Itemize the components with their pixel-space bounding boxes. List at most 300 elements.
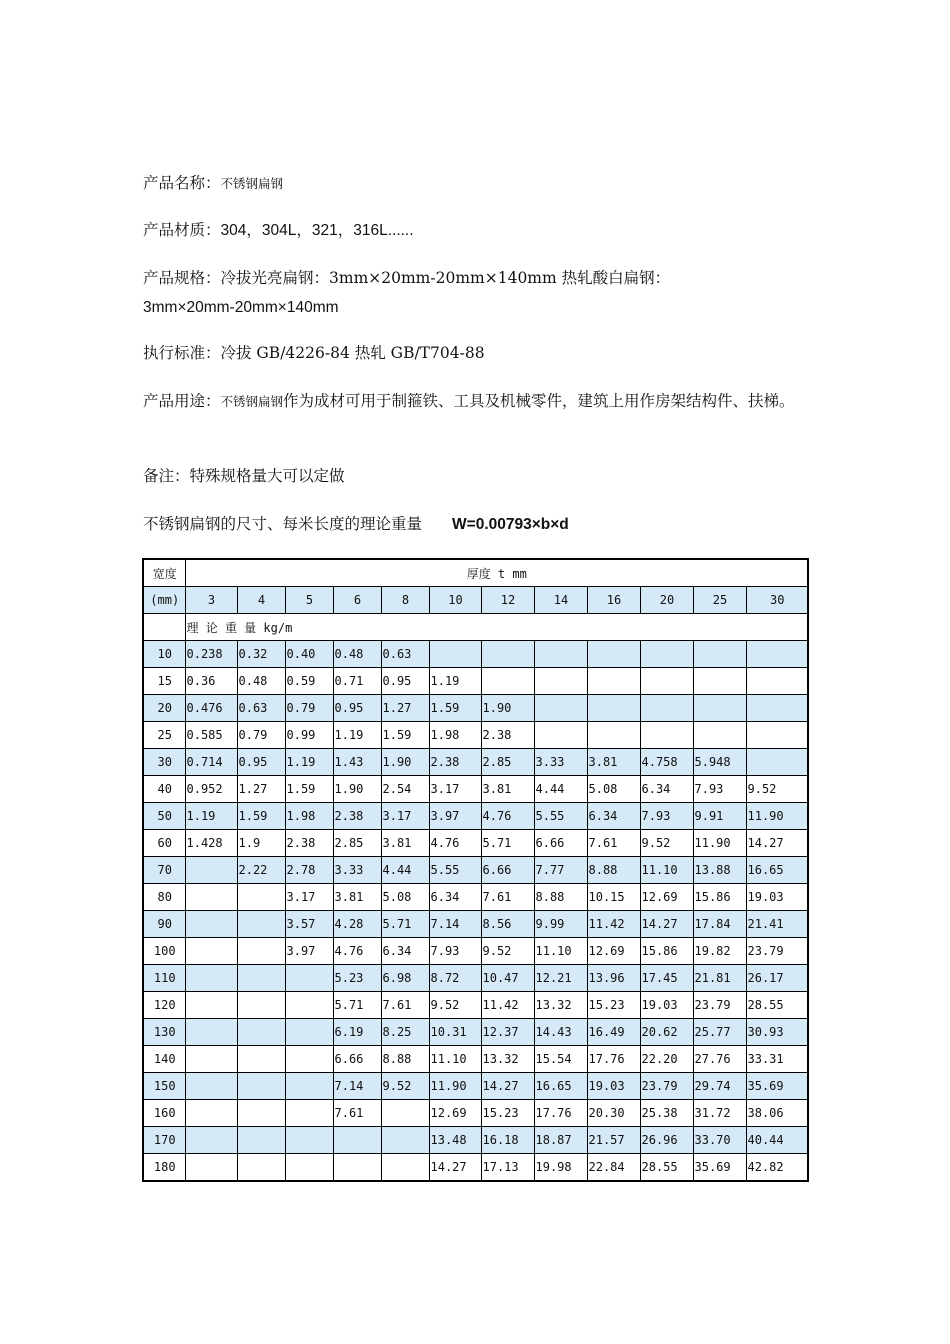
- weight-cell: 0.71: [333, 668, 381, 695]
- weight-cell: 0.95: [237, 749, 285, 776]
- weight-cell: [693, 641, 746, 668]
- weight-cell: 3.97: [285, 938, 333, 965]
- weight-cell: 19.82: [693, 938, 746, 965]
- weight-cell: 23.79: [640, 1073, 693, 1100]
- weight-cell: 8.88: [587, 857, 640, 884]
- table-row: [143, 1100, 808, 1127]
- weight-cell: 1.27: [381, 695, 429, 722]
- weight-cell: 2.22: [237, 857, 285, 884]
- table-row: [143, 641, 808, 668]
- weight-cell: 14.27: [746, 830, 808, 857]
- weight-cell: 4.76: [429, 830, 481, 857]
- weight-cell: 3.17: [381, 803, 429, 830]
- weight-cell: 6.98: [381, 965, 429, 992]
- weight-cell: 19.03: [746, 884, 808, 911]
- width-cell: 10: [143, 641, 185, 668]
- width-cell: 40: [143, 776, 185, 803]
- weight-cell: 1.98: [285, 803, 333, 830]
- weight-cell: [481, 641, 534, 668]
- weight-cell: 1.43: [333, 749, 381, 776]
- weight-cell: [185, 911, 237, 938]
- weight-cell: 3.33: [333, 857, 381, 884]
- weight-cell: 7.14: [333, 1073, 381, 1100]
- weight-cell: 11.90: [693, 830, 746, 857]
- weight-cell: 25.38: [640, 1100, 693, 1127]
- table-row: [143, 1019, 808, 1046]
- table-row: [143, 1073, 808, 1100]
- weight-cell: 8.25: [381, 1019, 429, 1046]
- table-row: [143, 1046, 808, 1073]
- table-row: [143, 1154, 808, 1182]
- weight-cell: [285, 992, 333, 1019]
- standard-line: 执行标准：冷拔 GB/4226-84 热轧 GB/T704-88: [143, 344, 485, 362]
- weight-cell: [693, 668, 746, 695]
- weight-cell: 3.81: [333, 884, 381, 911]
- weight-cell: 7.61: [333, 1100, 381, 1127]
- thickness-12: 12: [481, 587, 534, 614]
- product-spec-block: [143, 263, 823, 323]
- formula: W=0.00793×b×d: [452, 516, 569, 533]
- table-row: [143, 668, 808, 695]
- weight-cell: 9.91: [693, 803, 746, 830]
- weight-cell: [237, 1019, 285, 1046]
- weight-cell: [237, 911, 285, 938]
- product-spec-line-2: 3mm×20mm-20mm×140mm: [143, 299, 339, 316]
- weight-cell: 0.714: [185, 749, 237, 776]
- weight-cell: [534, 668, 587, 695]
- weight-cell: [746, 668, 808, 695]
- table-row: [143, 884, 808, 911]
- weight-cell: [185, 992, 237, 1019]
- thickness-3: 3: [185, 587, 237, 614]
- thickness-5: 5: [285, 587, 333, 614]
- product-material-label: 产品材质：: [143, 221, 221, 239]
- weight-cell: 18.87: [534, 1127, 587, 1154]
- weight-cell: 11.42: [481, 992, 534, 1019]
- weight-cell: 1.90: [381, 749, 429, 776]
- weight-cell: 12.69: [587, 938, 640, 965]
- weight-cell: 0.59: [285, 668, 333, 695]
- weight-cell: 40.44: [746, 1127, 808, 1154]
- weight-cell: 0.32: [237, 641, 285, 668]
- weight-cell: [185, 857, 237, 884]
- weight-cell: 0.238: [185, 641, 237, 668]
- weight-cell: 8.88: [534, 884, 587, 911]
- width-unit-label: (mm): [143, 587, 185, 614]
- weight-cell: 38.06: [746, 1100, 808, 1127]
- weight-cell: 17.13: [481, 1154, 534, 1182]
- weight-cell: [693, 695, 746, 722]
- weight-cell: 7.93: [429, 938, 481, 965]
- weight-cell: 5.23: [333, 965, 381, 992]
- weight-cell: 2.38: [285, 830, 333, 857]
- weight-cell: 7.61: [587, 830, 640, 857]
- weight-cell: 20.30: [587, 1100, 640, 1127]
- weight-cell: 5.71: [481, 830, 534, 857]
- weight-cell: 13.96: [587, 965, 640, 992]
- weight-cell: 12.21: [534, 965, 587, 992]
- weight-cell: 11.10: [534, 938, 587, 965]
- weight-cell: 11.90: [746, 803, 808, 830]
- width-cell: 140: [143, 1046, 185, 1073]
- weight-cell: [185, 1154, 237, 1182]
- width-cell: 50: [143, 803, 185, 830]
- thickness-14: 14: [534, 587, 587, 614]
- weight-cell: 6.66: [333, 1046, 381, 1073]
- width-cell: 60: [143, 830, 185, 857]
- weight-cell: [185, 1100, 237, 1127]
- weight-cell: [185, 965, 237, 992]
- weight-cell: 22.20: [640, 1046, 693, 1073]
- weight-cell: 31.72: [693, 1100, 746, 1127]
- product-spec-text: 冷拔光亮扁钢：3mm×20mm-20mm×140mm 热轧酸白扁钢：: [220, 269, 671, 287]
- weight-cell: 15.23: [587, 992, 640, 1019]
- width-cell: 150: [143, 1073, 185, 1100]
- weight-cell: 7.14: [429, 911, 481, 938]
- weight-cell: 7.93: [693, 776, 746, 803]
- product-material-line: [143, 215, 823, 246]
- weight-cell: 15.23: [481, 1100, 534, 1127]
- weight-cell: 28.55: [746, 992, 808, 1019]
- weight-cell: 4.28: [333, 911, 381, 938]
- weight-cell: 22.84: [587, 1154, 640, 1182]
- weight-cell: 9.52: [640, 830, 693, 857]
- weight-cell: 4.44: [381, 857, 429, 884]
- weight-cell: 1.428: [185, 830, 237, 857]
- weight-cell: 4.76: [333, 938, 381, 965]
- weight-cell: 6.66: [534, 830, 587, 857]
- weight-cell: 10.15: [587, 884, 640, 911]
- weight-cell: 0.63: [237, 695, 285, 722]
- weight-cell: 6.34: [381, 938, 429, 965]
- weight-cell: 1.19: [185, 803, 237, 830]
- weight-cell: [746, 749, 808, 776]
- weight-cell: [746, 722, 808, 749]
- table-row: [143, 776, 808, 803]
- weight-cell: [185, 1046, 237, 1073]
- weight-cell: 10.31: [429, 1019, 481, 1046]
- weight-cell: 13.88: [693, 857, 746, 884]
- product-name-label: 产品名称：: [143, 174, 221, 192]
- weight-cell: 11.90: [429, 1073, 481, 1100]
- thickness-16: 16: [587, 587, 640, 614]
- weight-cell: 4.44: [534, 776, 587, 803]
- weight-cell: 9.52: [481, 938, 534, 965]
- weight-cell: 21.41: [746, 911, 808, 938]
- weight-cell: 20.62: [640, 1019, 693, 1046]
- weight-cell: 0.952: [185, 776, 237, 803]
- weight-cell: [587, 641, 640, 668]
- weight-cell: [640, 668, 693, 695]
- weight-cell: 2.38: [333, 803, 381, 830]
- weight-cell: 7.77: [534, 857, 587, 884]
- width-cell: 110: [143, 965, 185, 992]
- weight-cell: 21.81: [693, 965, 746, 992]
- weight-cell: 19.98: [534, 1154, 587, 1182]
- weight-cell: 2.85: [481, 749, 534, 776]
- width-cell: 20: [143, 695, 185, 722]
- weight-cell: [285, 1127, 333, 1154]
- table-row: [143, 965, 808, 992]
- weight-cell: 0.585: [185, 722, 237, 749]
- weight-cell: 12.37: [481, 1019, 534, 1046]
- weight-cell: 2.78: [285, 857, 333, 884]
- weight-cell: 1.90: [333, 776, 381, 803]
- weight-cell: 26.96: [640, 1127, 693, 1154]
- weight-cell: 0.95: [333, 695, 381, 722]
- weight-cell: 0.36: [185, 668, 237, 695]
- weight-cell: 14.27: [640, 911, 693, 938]
- usage-label: 产品用途：: [143, 392, 221, 410]
- weight-cell: [333, 1127, 381, 1154]
- weight-cell: [185, 884, 237, 911]
- weight-cell: 1.19: [285, 749, 333, 776]
- weight-cell: 0.48: [333, 641, 381, 668]
- table-row: [143, 938, 808, 965]
- weight-cell: 9.52: [429, 992, 481, 1019]
- weight-cell: 33.31: [746, 1046, 808, 1073]
- weight-cell: 14.27: [429, 1154, 481, 1182]
- weight-cell: 12.69: [429, 1100, 481, 1127]
- weight-cell: [381, 1100, 429, 1127]
- weight-cell: [285, 1154, 333, 1182]
- usage-block: [143, 386, 823, 417]
- product-material-value: 304，304L，321，316L......: [220, 222, 414, 239]
- weight-cell: 27.76: [693, 1046, 746, 1073]
- usage-product: 不锈钢扁钢: [220, 394, 284, 409]
- weight-table: [142, 558, 809, 1182]
- weight-cell: [285, 965, 333, 992]
- weight-cell: 4.758: [640, 749, 693, 776]
- weight-cell: [481, 668, 534, 695]
- weight-cell: 15.86: [693, 884, 746, 911]
- weight-cell: 3.17: [429, 776, 481, 803]
- width-cell: 100: [143, 938, 185, 965]
- formula-caption: 不锈钢扁钢的尺寸、每米长度的理论重量: [143, 515, 423, 533]
- weight-cell: 8.56: [481, 911, 534, 938]
- thickness-8: 8: [381, 587, 429, 614]
- weight-cell: 0.63: [381, 641, 429, 668]
- weight-cell: 0.79: [285, 695, 333, 722]
- weight-cell: 0.476: [185, 695, 237, 722]
- table-row: [143, 1127, 808, 1154]
- weight-cell: [381, 1127, 429, 1154]
- table-row: [143, 992, 808, 1019]
- weight-cell: 29.74: [693, 1073, 746, 1100]
- weight-cell: 11.10: [640, 857, 693, 884]
- weight-cell: 1.27: [237, 776, 285, 803]
- weight-cell: 21.57: [587, 1127, 640, 1154]
- thickness-10: 10: [429, 587, 481, 614]
- thickness-25: 25: [693, 587, 746, 614]
- width-cell: 70: [143, 857, 185, 884]
- weight-cell: 13.48: [429, 1127, 481, 1154]
- weight-cell: [640, 722, 693, 749]
- weight-cell: [285, 1073, 333, 1100]
- weight-cell: [381, 1154, 429, 1182]
- weight-cell: 25.77: [693, 1019, 746, 1046]
- weight-cell: 15.54: [534, 1046, 587, 1073]
- width-cell: 25: [143, 722, 185, 749]
- weight-cell: [237, 1100, 285, 1127]
- empty-cell: [143, 614, 185, 641]
- weight-cell: 5.55: [429, 857, 481, 884]
- weight-cell: 15.86: [640, 938, 693, 965]
- width-cell: 80: [143, 884, 185, 911]
- weight-cell: 35.69: [693, 1154, 746, 1182]
- weight-cell: 1.98: [429, 722, 481, 749]
- weight-cell: 13.32: [481, 1046, 534, 1073]
- weight-cell: 6.34: [640, 776, 693, 803]
- weight-cell: 1.59: [237, 803, 285, 830]
- table-row: [143, 911, 808, 938]
- weight-cell: [237, 1127, 285, 1154]
- weight-cell: [285, 1046, 333, 1073]
- thickness-30: 30: [746, 587, 808, 614]
- weight-cell: 28.55: [640, 1154, 693, 1182]
- weight-cell: 5.08: [381, 884, 429, 911]
- weight-cell: 33.70: [693, 1127, 746, 1154]
- weight-cell: 3.81: [381, 830, 429, 857]
- weight-cell: [534, 641, 587, 668]
- weight-cell: 5.948: [693, 749, 746, 776]
- weight-cell: 30.93: [746, 1019, 808, 1046]
- weight-cell: 3.81: [481, 776, 534, 803]
- weight-cell: 1.9: [237, 830, 285, 857]
- weight-cell: 4.76: [481, 803, 534, 830]
- weight-cell: 3.81: [587, 749, 640, 776]
- weight-cell: 16.65: [746, 857, 808, 884]
- weight-cell: 11.42: [587, 911, 640, 938]
- weight-cell: [185, 1019, 237, 1046]
- thickness-header: 厚度 t mm: [185, 559, 808, 587]
- width-cell: 30: [143, 749, 185, 776]
- weight-cell: 2.54: [381, 776, 429, 803]
- weight-cell: 2.85: [333, 830, 381, 857]
- weight-cell: 3.33: [534, 749, 587, 776]
- weight-cell: 6.34: [429, 884, 481, 911]
- usage-text: 作为成材可用于制箍铁、工具及机械零件，建筑上用作房架结构件、扶梯。: [283, 392, 795, 410]
- weight-cell: 6.66: [481, 857, 534, 884]
- weight-cell: 3.57: [285, 911, 333, 938]
- weight-cell: 6.19: [333, 1019, 381, 1046]
- weight-cell: 5.71: [333, 992, 381, 1019]
- weight-cell: 3.17: [285, 884, 333, 911]
- weight-cell: 9.52: [381, 1073, 429, 1100]
- weight-cell: 23.79: [746, 938, 808, 965]
- weight-cell: 1.59: [429, 695, 481, 722]
- weight-cell: 16.65: [534, 1073, 587, 1100]
- table-row: [143, 722, 808, 749]
- weight-cell: 2.38: [429, 749, 481, 776]
- table-row: [143, 803, 808, 830]
- weight-cell: 6.34: [587, 803, 640, 830]
- weight-cell: 17.76: [534, 1100, 587, 1127]
- weight-cell: 5.71: [381, 911, 429, 938]
- weight-cell: 35.69: [746, 1073, 808, 1100]
- weight-cell: [237, 965, 285, 992]
- weight-cell: [237, 1073, 285, 1100]
- weight-cell: [534, 722, 587, 749]
- weight-cell: [746, 695, 808, 722]
- weight-cell: [285, 1100, 333, 1127]
- weight-cell: 0.48: [237, 668, 285, 695]
- formula-line: [143, 509, 823, 540]
- weight-cell: 17.84: [693, 911, 746, 938]
- weight-cell: 10.47: [481, 965, 534, 992]
- width-cell: 130: [143, 1019, 185, 1046]
- weight-cell: [587, 695, 640, 722]
- weight-cell: [185, 1127, 237, 1154]
- weight-cell: [640, 641, 693, 668]
- weight-cell: 19.03: [640, 992, 693, 1019]
- weight-cell: 8.88: [381, 1046, 429, 1073]
- thickness-values-row: [143, 587, 808, 614]
- table-row: [143, 830, 808, 857]
- weight-cell: 0.99: [285, 722, 333, 749]
- weight-cell: [285, 1019, 333, 1046]
- weight-cell: [587, 722, 640, 749]
- product-name-value: 不锈钢扁钢: [220, 176, 284, 191]
- weight-cell: 1.19: [429, 668, 481, 695]
- remark-line: 备注：特殊规格量大可以定做: [143, 467, 345, 485]
- weight-cell: 13.32: [534, 992, 587, 1019]
- table-row: [143, 857, 808, 884]
- weight-cell: [185, 1073, 237, 1100]
- weight-cell: [693, 722, 746, 749]
- weight-cell: [587, 668, 640, 695]
- weight-cell: [746, 641, 808, 668]
- weight-cell: [185, 938, 237, 965]
- weight-cell: 42.82: [746, 1154, 808, 1182]
- width-cell: 160: [143, 1100, 185, 1127]
- weight-cell: 16.49: [587, 1019, 640, 1046]
- weight-cell: 7.61: [481, 884, 534, 911]
- weight-cell: [237, 938, 285, 965]
- weight-cell: 12.69: [640, 884, 693, 911]
- weight-cell: 0.79: [237, 722, 285, 749]
- weight-cell: 1.59: [285, 776, 333, 803]
- weight-cell: 1.19: [333, 722, 381, 749]
- weight-cell: 17.45: [640, 965, 693, 992]
- thickness-6: 6: [333, 587, 381, 614]
- weight-cell: 0.40: [285, 641, 333, 668]
- weight-cell: 5.08: [587, 776, 640, 803]
- product-name-line: [143, 168, 823, 199]
- product-spec-label: 产品规格：: [143, 269, 221, 287]
- weight-cell: 14.43: [534, 1019, 587, 1046]
- weight-cell: [333, 1154, 381, 1182]
- weight-cell: 9.99: [534, 911, 587, 938]
- weight-cell: [237, 1046, 285, 1073]
- weight-cell: 16.18: [481, 1127, 534, 1154]
- weight-cell: 19.03: [587, 1073, 640, 1100]
- product-spec-line-1: [143, 263, 823, 293]
- weight-label-row: [143, 614, 808, 641]
- weight-cell: 3.97: [429, 803, 481, 830]
- weight-cell: 8.72: [429, 965, 481, 992]
- width-cell: 90: [143, 911, 185, 938]
- weight-cell: 17.76: [587, 1046, 640, 1073]
- thickness-4: 4: [237, 587, 285, 614]
- weight-cell: 7.61: [381, 992, 429, 1019]
- weight-cell: [237, 1154, 285, 1182]
- weight-unit-label: 理 论 重 量 kg/m: [185, 614, 808, 641]
- table-header-row: [143, 559, 808, 587]
- weight-cell: [640, 695, 693, 722]
- weight-cell: 1.59: [381, 722, 429, 749]
- width-header-label: 宽度: [143, 559, 185, 587]
